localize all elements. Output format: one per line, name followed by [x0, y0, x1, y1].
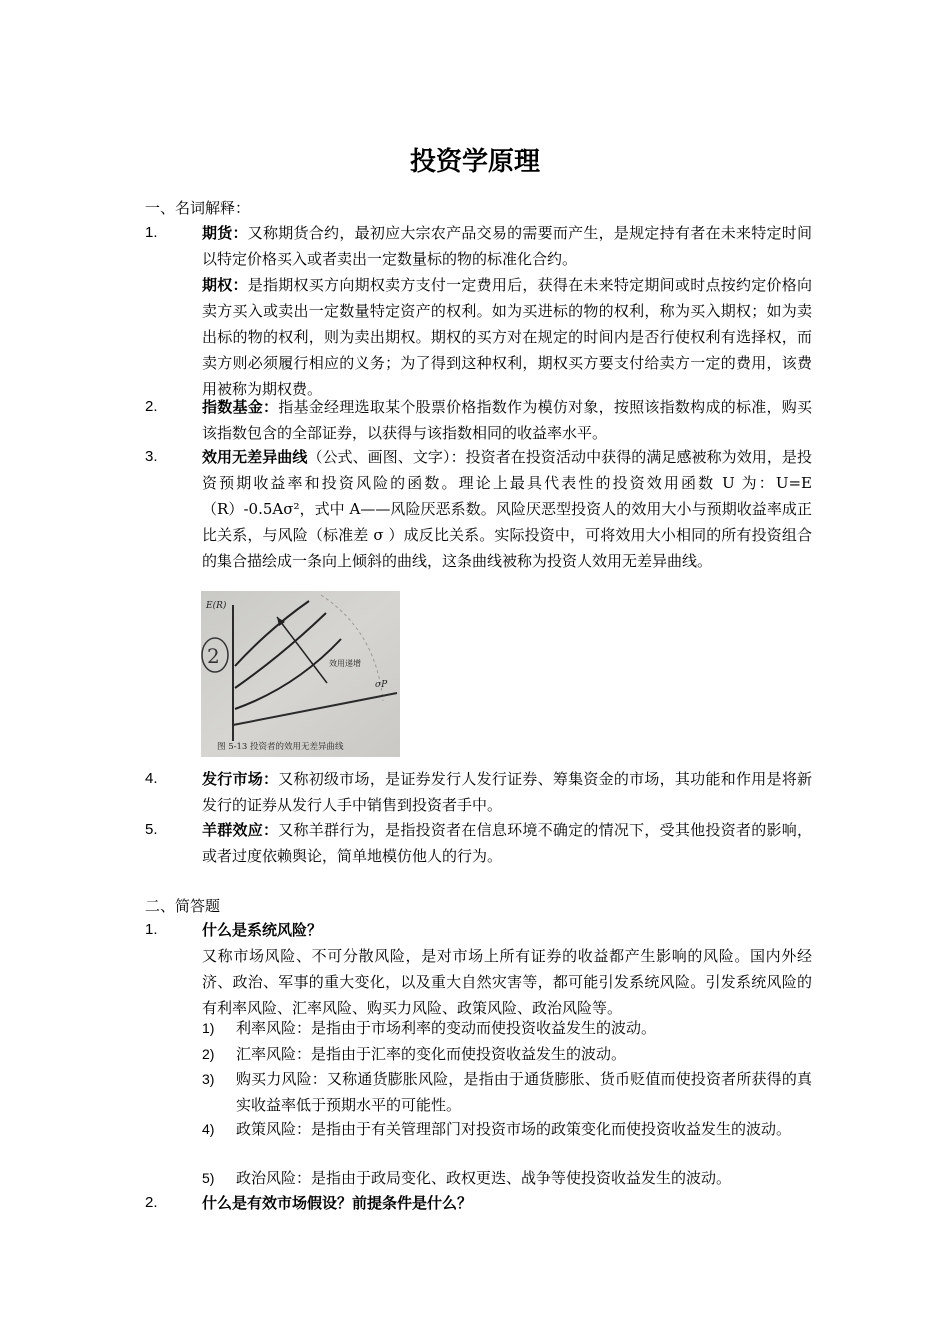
sub-item-purchasing-power-risk: 购买力风险：又称通货膨胀风险，是指由于通货膨胀、货币贬值而使投资者所获得的真实收益率低于预期水平的可能性。 [236, 1070, 812, 1114]
item-number: 5. [145, 821, 158, 838]
sub-item-number: 2) [202, 1046, 215, 1062]
question-number: 2. [145, 1194, 158, 1211]
definition-indifference-curve [202, 444, 812, 574]
term-options: 期权： [202, 276, 248, 294]
item-number: 2. [145, 398, 158, 415]
term-indifference-curve: 效用无差异曲线 [202, 448, 308, 466]
sub-item-number: 1) [202, 1020, 215, 1036]
indifference-curve-figure [201, 591, 400, 757]
section-heading-definitions: 一、名词解释： [145, 199, 251, 217]
term-futures: 期货： [202, 224, 248, 242]
definition-text: 又称期货合约，最初应大宗农产品交易的需要而产生，是规定持有者在未来特定时间以特定价格买入或者卖出一定数量标的物的标准化合约。 [202, 224, 812, 268]
definition-text: 又称初级市场，是证券发行人发行证券、筹集资金的市场，其功能和作用是将新发行的证券从发行人手中销售到投资者手中。 [202, 770, 812, 814]
sub-item-number: 5) [202, 1170, 215, 1186]
definition-herd-effect [202, 817, 812, 869]
term-herd-effect: 羊群效应： [202, 821, 279, 839]
answer-intro: 又称市场风险、不可分散风险，是对市场上所有证券的收益都产生影响的风险。国内外经济、政治、军事的重大变化，以及重大自然灾害等，都可能引发系统风险。引发系统风险的有利率风险、汇率风险、购买力风险、政策风险、政治风险等。 [202, 947, 812, 1017]
sub-item-exchange-rate-risk: 汇率风险：是指由于汇率的变化而使投资收益发生的波动。 [236, 1045, 627, 1063]
handwritten-mark: 2 [207, 644, 220, 668]
x-axis-label: σP [375, 680, 388, 690]
sub-item-policy-risk: 政策风险：是指由于有关管理部门对投资市场的政策变化而使投资收益发生的波动。 [236, 1120, 792, 1138]
term-suffix: （公式、画图、文字） [307, 448, 451, 466]
term-primary-market: 发行市场： [202, 770, 279, 788]
definition-futures [202, 220, 812, 272]
page-title: 投资学原理 [409, 147, 540, 177]
item-number: 3. [145, 448, 158, 465]
section-heading-short-answer: 二、简答题 [145, 897, 221, 915]
figure-caption: 图 5-13 投资者的效用无差异曲线 [217, 742, 344, 752]
definition-options [202, 272, 812, 402]
item-number: 1. [145, 224, 158, 241]
definition-text: 又称羊群行为，是指投资者在信息环境不确定的情况下，受其他投资者的影响，或者过度依赖舆论，简单地模仿他人的行为。 [202, 821, 812, 865]
definition-text: ：投资者在投资活动中获得的满足感被称为效用，是投资预期收益率和投资风险的函数。理论上最具代表性的投资效用函数 U 为：U=E（R）-0.5Aσ²，式中 A——风险厌恶系数。风险厌恶型投资人的效用大小与预期收益率成正比关系，与风险（标准差 σ ）成反比关系。实际投资中，可将效用大小相同的所有投资组合的集合描绘成一条向上倾斜的曲线，这条曲线被称为投资人效用无差异曲线。 [202, 448, 812, 570]
utility-annotation: 效用递增 [329, 659, 361, 668]
question-number: 1. [145, 921, 158, 938]
question-systematic-risk: 什么是系统风险？ [202, 921, 323, 939]
sub-item-number: 4) [202, 1121, 215, 1137]
term-index-fund: 指数基金： [202, 398, 279, 416]
y-axis-label: E(R) [206, 601, 227, 611]
definition-text: 指基金经理选取某个股票价格指数作为模仿对象，按照该指数构成的标准，购买该指数包含的全部证券，以获得与该指数相同的收益率水平。 [202, 398, 812, 442]
sub-item-number: 3) [202, 1071, 215, 1087]
sub-item-political-risk: 政治风险：是指由于政局变化、政权更迭、战争等使投资收益发生的波动。 [236, 1169, 732, 1187]
sub-item-interest-rate-risk: 利率风险：是指由于市场利率的变动而使投资收益发生的波动。 [236, 1019, 657, 1037]
definition-index-fund [202, 394, 812, 446]
definition-text: 是指期权买方向期权卖方支付一定费用后，获得在未来特定期间或时点按约定价格向卖方买入或卖出一定数量特定资产的权利。如为买进标的物的权利，称为买入期权；如为卖出标的物的权利，则为卖出期权。期权的买方对在规定的时间内是否行使权利有选择权，而卖方则必须履行相应的义务；为了得到这种权利，期权买方要支付给卖方一定的费用，该费用被称为期权费。 [202, 276, 812, 398]
definition-primary-market [202, 766, 812, 818]
item-number: 4. [145, 770, 158, 787]
question-efficient-market: 什么是有效市场假设？前提条件是什么？ [202, 1194, 473, 1212]
